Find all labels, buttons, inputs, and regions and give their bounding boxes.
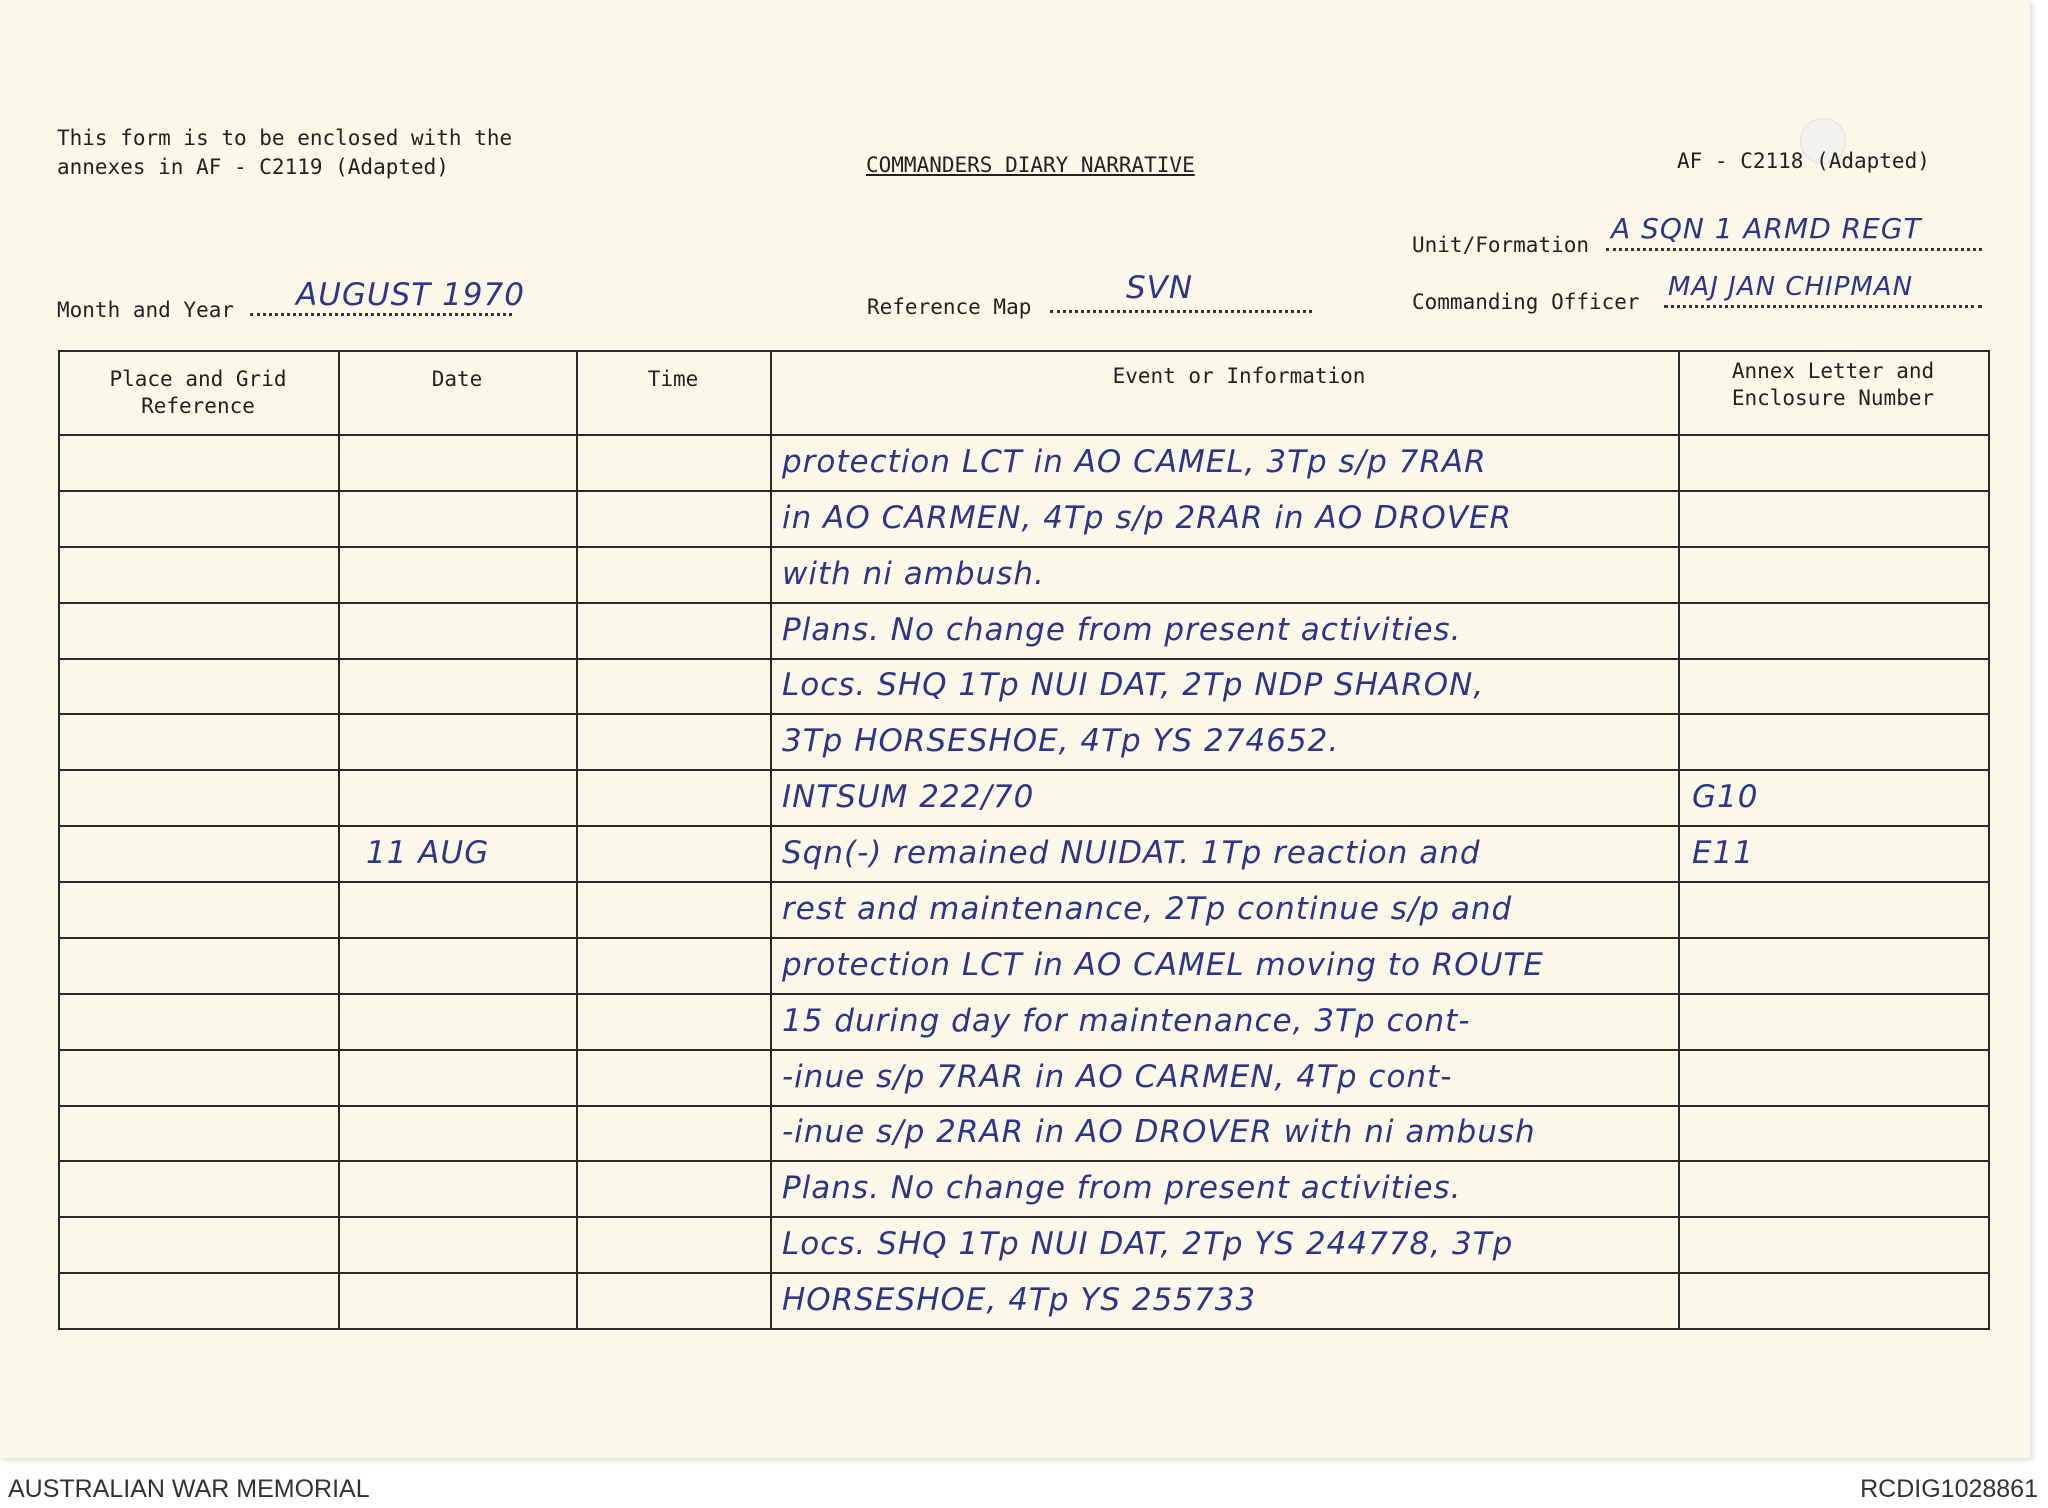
column-divider-5 bbox=[1988, 350, 1990, 1328]
reference-map-value: SVN bbox=[1126, 270, 1194, 306]
header-place-line-1: Place and Grid bbox=[109, 367, 287, 391]
row-event: Locs. SHQ 1Tp NUI DAT, 2Tp YS 244778, 3Tp bbox=[782, 1226, 1514, 1262]
table-top-border bbox=[58, 350, 1990, 352]
column-divider-4 bbox=[1678, 350, 1680, 1328]
row-event: HORSESHOE, 4Tp YS 255733 bbox=[782, 1282, 1257, 1318]
row-event: -inue s/p 7RAR in AO CARMEN, 4Tp cont- bbox=[782, 1059, 1453, 1095]
reference-map-label: Reference Map bbox=[867, 295, 1032, 319]
row-event: Plans. No change from present activities. bbox=[782, 612, 1462, 648]
row-divider-8 bbox=[58, 881, 1988, 883]
header-annex-line-1: Annex Letter and bbox=[1731, 359, 1935, 383]
month-year-value: AUGUST 1970 bbox=[296, 277, 525, 313]
row-event: 3Tp HORSESHOE, 4Tp YS 274652. bbox=[782, 723, 1340, 759]
column-divider-2 bbox=[576, 350, 578, 1328]
form-number: AF - C2118 (Adapted) bbox=[1677, 149, 1930, 173]
header-date: Date bbox=[431, 367, 483, 391]
row-divider-1 bbox=[58, 490, 1988, 492]
footer-record-id: RCDIG1028861 bbox=[1860, 1475, 2038, 1503]
row-divider-5 bbox=[58, 713, 1988, 715]
row-divider-11 bbox=[58, 1049, 1988, 1051]
row-annex: E11 bbox=[1692, 835, 1755, 871]
row-date: 11 AUG bbox=[366, 835, 490, 871]
row-event: 15 during day for maintenance, 3Tp cont- bbox=[782, 1003, 1471, 1039]
unit-formation-label: Unit/Formation bbox=[1412, 233, 1590, 257]
header-bottom-border bbox=[58, 434, 1988, 436]
row-divider-15 bbox=[58, 1272, 1988, 1274]
month-year-label: Month and Year bbox=[57, 298, 235, 322]
column-divider-1 bbox=[338, 350, 340, 1328]
table-bottom-border bbox=[58, 1328, 1990, 1330]
header-event-information: Event or Information bbox=[1112, 364, 1366, 388]
header-annex-enclosure bbox=[1678, 358, 1988, 412]
header-annex-line-2: Enclosure Number bbox=[1731, 386, 1935, 410]
form-title: COMMANDERS DIARY NARRATIVE bbox=[866, 153, 1195, 177]
row-divider-9 bbox=[58, 937, 1988, 939]
row-event: in AO CARMEN, 4Tp s/p 2RAR in AO DROVER bbox=[782, 500, 1513, 536]
header-time: Time bbox=[647, 367, 699, 391]
row-annex: G10 bbox=[1692, 779, 1759, 815]
row-divider-13 bbox=[58, 1160, 1988, 1162]
row-divider-3 bbox=[58, 602, 1988, 604]
row-event: Sqn(-) remained NUIDAT. 1Tp reaction and bbox=[782, 835, 1481, 871]
row-divider-12 bbox=[58, 1105, 1988, 1107]
row-divider-10 bbox=[58, 993, 1988, 995]
row-event: rest and maintenance, 2Tp continue s/p and bbox=[782, 891, 1513, 927]
row-event: with ni ambush. bbox=[782, 556, 1045, 592]
row-divider-6 bbox=[58, 769, 1988, 771]
reference-map-dotted-line bbox=[1050, 310, 1312, 313]
header-place-line-2: Reference bbox=[141, 394, 255, 418]
row-divider-4 bbox=[58, 658, 1988, 660]
row-divider-2 bbox=[58, 546, 1988, 548]
row-event: protection LCT in AO CAMEL, 3Tp s/p 7RAR bbox=[782, 444, 1487, 480]
form-note-line-1: This form is to be enclosed with the bbox=[57, 126, 513, 150]
commanding-officer-dotted-line bbox=[1664, 305, 1982, 308]
unit-formation-dotted-line bbox=[1606, 248, 1982, 251]
column-divider-3 bbox=[770, 350, 772, 1328]
row-divider-14 bbox=[58, 1216, 1988, 1218]
commanding-officer-value: MAJ JAN CHIPMAN bbox=[1668, 272, 1914, 302]
month-year-dotted-line bbox=[250, 313, 512, 316]
form-note-line-2: annexes in AF - C2119 (Adapted) bbox=[57, 155, 449, 179]
unit-formation-value: A SQN 1 ARMD REGT bbox=[1611, 212, 1922, 245]
row-divider-7 bbox=[58, 825, 1988, 827]
row-event: protection LCT in AO CAMEL moving to ROUTE bbox=[782, 947, 1544, 983]
commanding-officer-label: Commanding Officer bbox=[1412, 290, 1640, 314]
row-event: -inue s/p 2RAR in AO DROVER with ni ambush bbox=[782, 1114, 1536, 1150]
row-event: Plans. No change from present activities. bbox=[782, 1170, 1462, 1206]
header-place-grid-reference bbox=[58, 366, 338, 420]
footer-archive-name: AUSTRALIAN WAR MEMORIAL bbox=[8, 1475, 370, 1503]
row-event: INTSUM 222/70 bbox=[782, 779, 1035, 815]
column-divider-0 bbox=[58, 350, 60, 1328]
row-event: Locs. SHQ 1Tp NUI DAT, 2Tp NDP SHARON, bbox=[782, 667, 1485, 703]
